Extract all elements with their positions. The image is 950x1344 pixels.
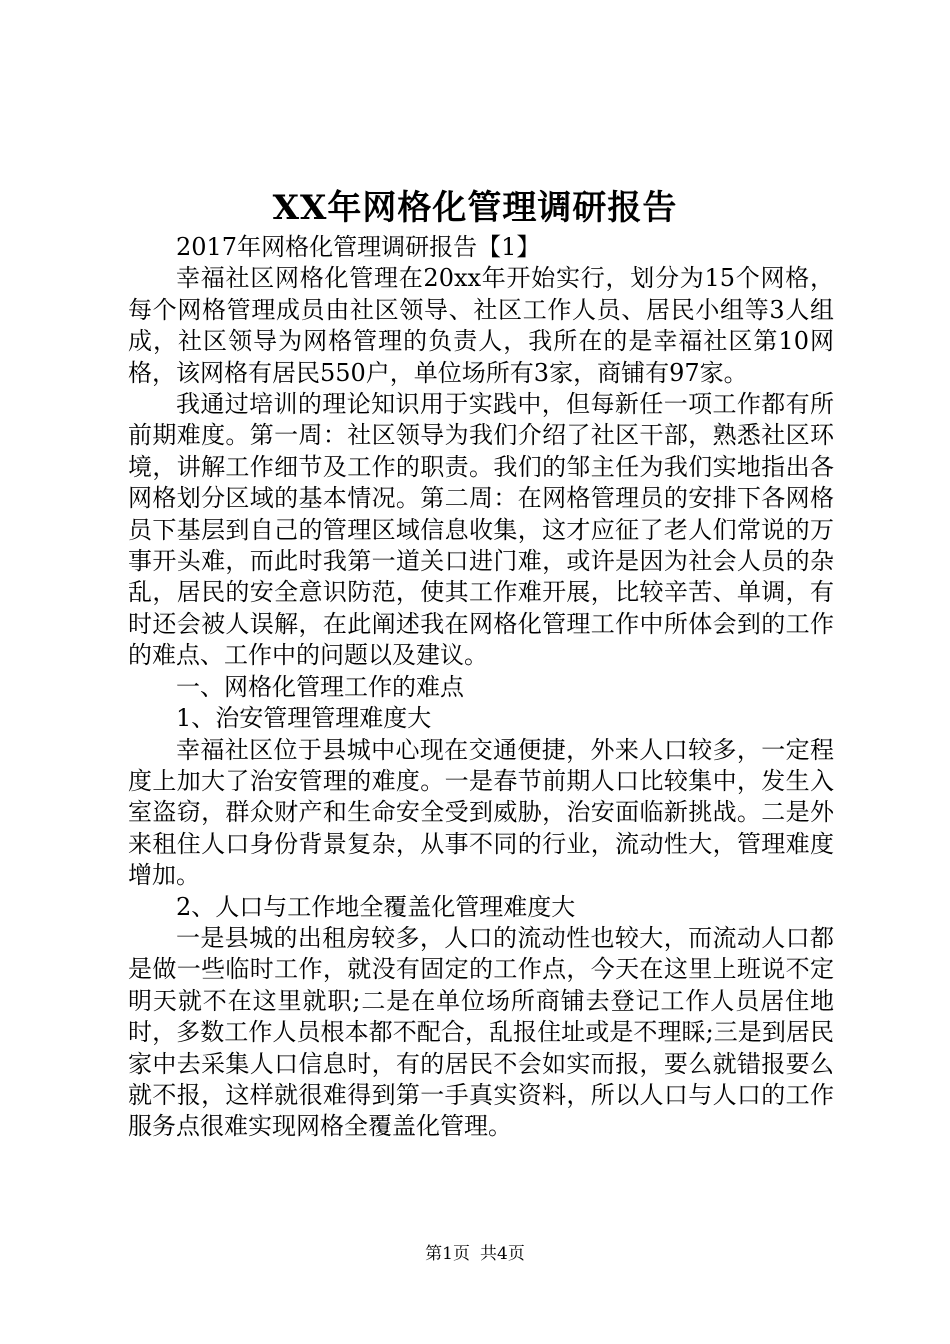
- page-total: 共4页: [480, 1244, 525, 1264]
- document-body: [128, 232, 834, 1143]
- page-number: 第1页: [425, 1244, 470, 1264]
- section-heading-report: 2017年网格化管理调研报告【1】: [176, 233, 541, 261]
- paragraph-coverage: 一是县城的出租房较多，人口的流动性也较大，而流动人口都是做一些临时工作，就没有固定的工作点，今天在这里上班说不定明天就不在这里就职;二是在单位场所商铺去登记工作人员居住地时，多数工作人员根本都不配合，乱报住址或是不理睬;三是到居民家中去采集人口信息时，有的居民不会如实而报，要么就错报要么就不报，这样就很难得到第一手真实资料，所以人口与人口的工作服务点很难实现网格全覆盖化管理。: [128, 923, 834, 1141]
- paragraph-security: 幸福社区位于县城中心现在交通便捷，外来人口较多，一定程度上加大了治安管理的难度。一是春节前期人口比较集中，发生入室盗窃，群众财产和生命安全受到威胁，治安面临新挑战。二是外来租住人口身份背景复杂，从事不同的行业，流动性大，管理难度增加。: [128, 735, 834, 890]
- paragraph-training: 我通过培训的理论知识用于实践中，但每新任一项工作都有所前期难度。第一周：社区领导为我们介绍了社区干部，熟悉社区环境，讲解工作细节及工作的职责。我们的邹主任为我们实地指出各网格划分区域的基本情况。第二周：在网格管理员的安排下各网格员下基层到自己的管理区域信息收集，这才应征了老人们常说的万事开头难，而此时我第一道关口进门难，或许是因为社会人员的杂乱，居民的安全意识防范，使其工作难开展，比较辛苦、单调，有时还会被人误解，在此阐述我在网格化管理工作中所体会到的工作的难点、工作中的问题以及建议。: [128, 390, 834, 670]
- page-footer: [0, 1243, 950, 1265]
- subheading-coverage: 2、人口与工作地全覆盖化管理难度大: [176, 892, 576, 921]
- subheading-security: 1、治安管理管理难度大: [176, 704, 432, 733]
- paragraph-intro: 幸福社区网格化管理在20xx年开始实行，划分为15个网格，每个网格管理成员由社区领导、社区工作人员、居民小组等3人组成，社区领导为网格管理的负责人，我所在的是幸福社区第10网格，该网格有居民550户，单位场所有3家，商铺有97家。: [128, 264, 834, 387]
- section-heading-difficulties: 一、网格化管理工作的难点: [176, 672, 464, 701]
- document-title: XX年网格化管理调研报告: [272, 188, 678, 228]
